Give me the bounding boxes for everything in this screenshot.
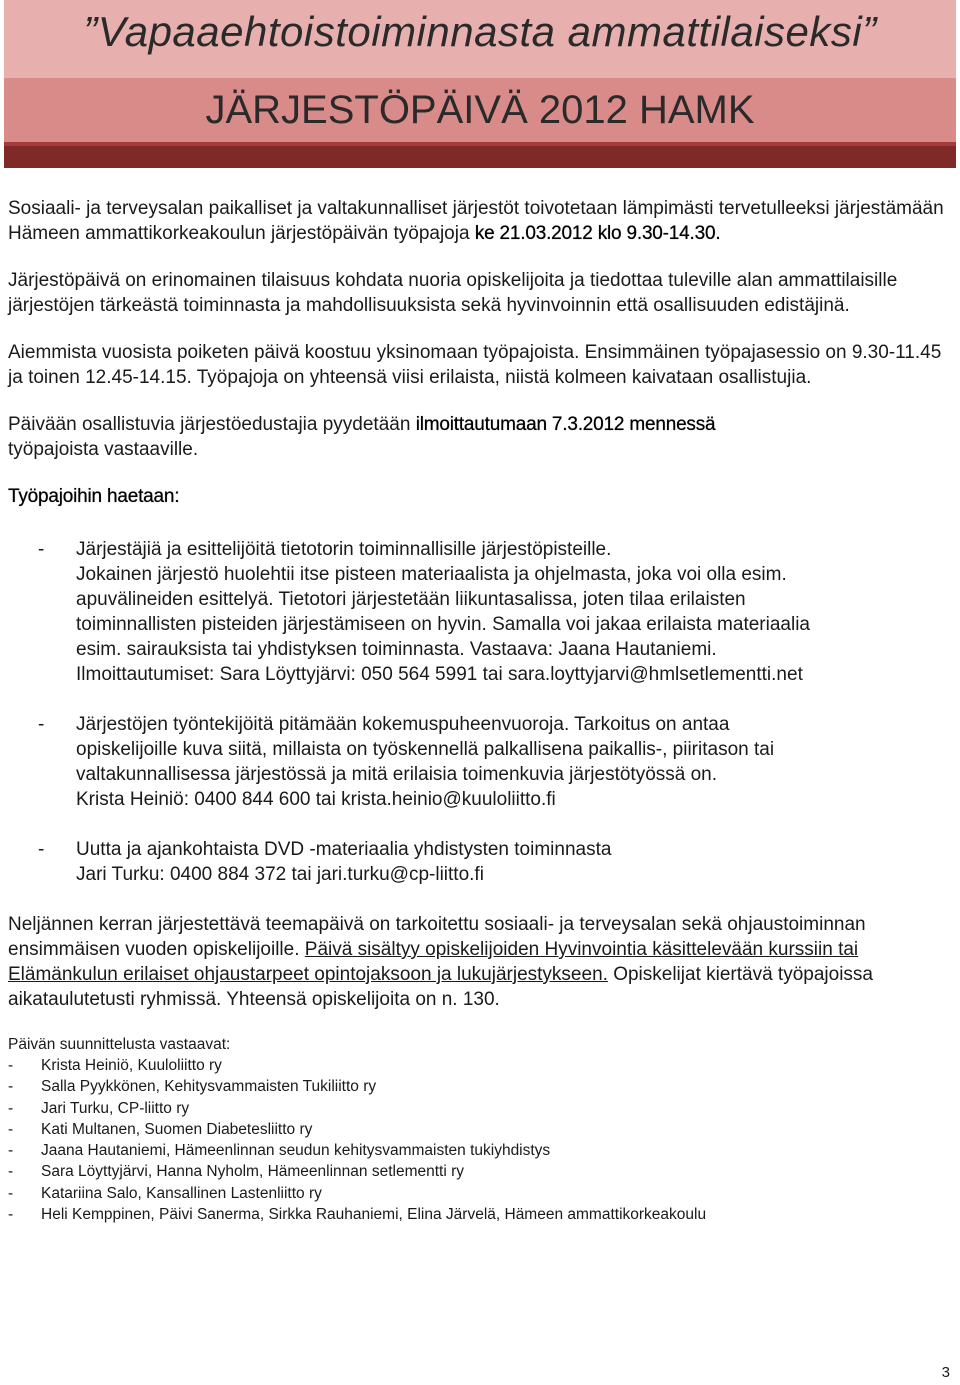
- planner-item: [8, 1076, 948, 1097]
- planner-name: Salla Pyykkönen, Kehitysvammaisten Tukiliitto ry: [41, 1078, 377, 1096]
- planner-name: Heli Kemppinen, Päivi Sanerma, Sirkka Rauhaniemi, Elina Järvelä, Hämeen ammattikorkeakoulu: [41, 1206, 707, 1224]
- workshop-line: Krista Heiniö: 0400 844 600 tai krista.heinio@kuuloliitto.fi: [76, 789, 556, 810]
- theme-paragraph: [8, 912, 948, 1012]
- list-dash: -: [8, 1099, 14, 1117]
- workshop-item: [8, 537, 948, 687]
- registration-text: Päivään osallistuvia järjestöedustajia pyydetään: [8, 414, 416, 435]
- header-band-mid: [4, 78, 956, 142]
- planner-item: [8, 1140, 948, 1161]
- workshop-line: Jari Turku: 0400 884 372 tai jari.turku@cp-liitto.fi: [76, 864, 484, 885]
- planner-item: [8, 1119, 948, 1140]
- page-subtitle: ”Vapaaehtoistoiminnasta ammattilaiseksi”: [83, 8, 877, 55]
- workshop-line: Järjestöjen työntekijöitä pitämään kokemuspuheenvuoroja. Tarkoitus on antaa: [76, 714, 730, 735]
- planner-name: Kati Multanen, Suomen Diabetesliitto ry: [41, 1120, 313, 1138]
- paragraph-schedule: Aiemmista vuosista poiketen päivä koostuu yksinomaan työpajoista. Ensimmäinen työpajasessio on 9.30-11.45 ja toinen 12.45-14.15. Työpajoja on yhteensä viisi erilaista, niistä kolmeen kaivataan osallistujia.: [8, 342, 942, 388]
- registration-paragraph: [8, 412, 948, 462]
- list-dash: -: [8, 1078, 14, 1096]
- list-dash: -: [38, 714, 45, 735]
- page-title: JÄRJESTÖPÄIVÄ 2012 HAMK: [205, 88, 755, 132]
- header-band-light: [4, 0, 956, 78]
- header-banner: [4, 0, 956, 168]
- theme-text: Neljännen kerran järjestettävä teemapäivä on tarkoitettu sosiaali- ja terveysalan sekä ohjaustoiminnan ensimmäisen vuoden opiskelijoille.: [8, 914, 866, 960]
- list-dash: -: [8, 1142, 14, 1160]
- workshop-item: [8, 837, 948, 887]
- list-dash: -: [8, 1163, 14, 1181]
- workshop-line: valtakunnallisessa järjestössä ja mitä erilaisia toimenkuvia järjestötyössä on.: [76, 764, 718, 785]
- planner-item: [8, 1098, 948, 1119]
- header-band-dark: [4, 146, 956, 168]
- workshop-line: Järjestäjiä ja esittelijöitä tietotorin toiminnallisille järjestöpisteille.: [76, 539, 612, 560]
- workshops-list: [8, 537, 948, 887]
- planner-name: Krista Heiniö, Kuuloliitto ry: [41, 1057, 222, 1074]
- planner-item: [8, 1161, 948, 1182]
- theme-text-end: Opiskelijat kiertävä työpajoissa aikataulutetusti ryhmissä. Yhteensä opiskelijoita on n. 130.: [8, 964, 873, 1010]
- paragraph-purpose: Järjestöpäivä on erinomainen tilaisuus kohdata nuoria opiskelijoita ja tiedottaa tuleville alan ammattilaisille järjestöjen tärkeästä toiminnasta ja mahdollisuuksista sekä hyvinvoinnin että osallisuuden edistäjinä.: [8, 270, 898, 316]
- workshop-line: apuvälineiden esittelyä. Tietotori järjestetään liikuntasalissa, joten tilaa erilaisten: [76, 589, 746, 610]
- planner-name: Katariina Salo, Kansallinen Lastenliitto ry: [41, 1184, 322, 1202]
- workshop-line: Jokainen järjestö huolehtii itse pisteen materiaalista ja ohjelmasta, joka voi olla esim.: [76, 564, 787, 585]
- event-date: ke 21.03.2012 klo 9.30-14.30.: [474, 223, 721, 244]
- intro-text: Sosiaali- ja terveysalan paikalliset ja valtakunnalliset järjestöt toivotetaan lämpimästi tervetulleeksi järjestämään Hämeen ammattikorkeakoulun järjestöpäivän työpajoja: [8, 198, 944, 244]
- workshop-item: [8, 712, 948, 812]
- page-number: 3: [941, 1364, 950, 1381]
- list-dash: -: [38, 539, 45, 560]
- list-dash: -: [8, 1206, 14, 1224]
- workshop-text: [76, 537, 948, 687]
- list-dash: -: [8, 1184, 14, 1202]
- planner-name: Jari Turku, CP-liitto ry: [41, 1099, 190, 1117]
- list-dash: -: [38, 839, 45, 860]
- list-dash: -: [8, 1057, 14, 1074]
- planners-title: Päivän suunnittelusta vastaavat:: [8, 1036, 231, 1053]
- workshop-line: Uutta ja ajankohtaista DVD -materiaalia yhdistysten toiminnasta: [76, 839, 612, 860]
- registration-tail: työpajoista vastaaville.: [8, 439, 199, 460]
- planner-item: [8, 1055, 948, 1076]
- planner-item: [8, 1183, 948, 1204]
- planner-item: [8, 1204, 948, 1225]
- list-dash: -: [8, 1120, 14, 1138]
- document-body: [8, 196, 948, 1225]
- workshop-text: [76, 837, 948, 887]
- workshop-line: esim. sairauksista tai yhdistyksen toiminnasta. Vastaava: Jaana Hautaniemi.: [76, 639, 717, 660]
- planners-list: [8, 1055, 948, 1225]
- intro-paragraph: [8, 196, 948, 246]
- workshop-line: opiskelijoille kuva siitä, millaista on työskennellä palkallisena paikallis-, piiritason tai: [76, 739, 775, 760]
- registration-deadline: ilmoittautumaan 7.3.2012 mennessä: [415, 414, 716, 435]
- workshop-line: Ilmoittautumiset: Sara Löyttyjärvi: 050 564 5991 tai sara.loyttyjarvi@hmlsetlementti.net: [76, 664, 803, 685]
- planner-name: Jaana Hautaniemi, Hämeenlinnan seudun kehitysvammaisten tukiyhdistys: [41, 1142, 551, 1160]
- workshops-heading: Työpajoihin haetaan:: [8, 486, 180, 507]
- planner-name: Sara Löyttyjärvi, Hanna Nyholm, Hämeenlinnan setlementti ry: [41, 1163, 464, 1181]
- workshop-text: [76, 712, 948, 812]
- workshop-line: toiminnallisten pisteiden järjestämiseen on hyvin. Samalla voi jakaa erilaista materiaalia: [76, 614, 810, 635]
- theme-curriculum-note: Päivä sisältyy opiskelijoiden Hyvinvointia käsittelevään kurssiin tai Elämänkulun erilaiset ohjaustarpeet opintojaksoon ja lukujärjestykseen.: [8, 939, 859, 985]
